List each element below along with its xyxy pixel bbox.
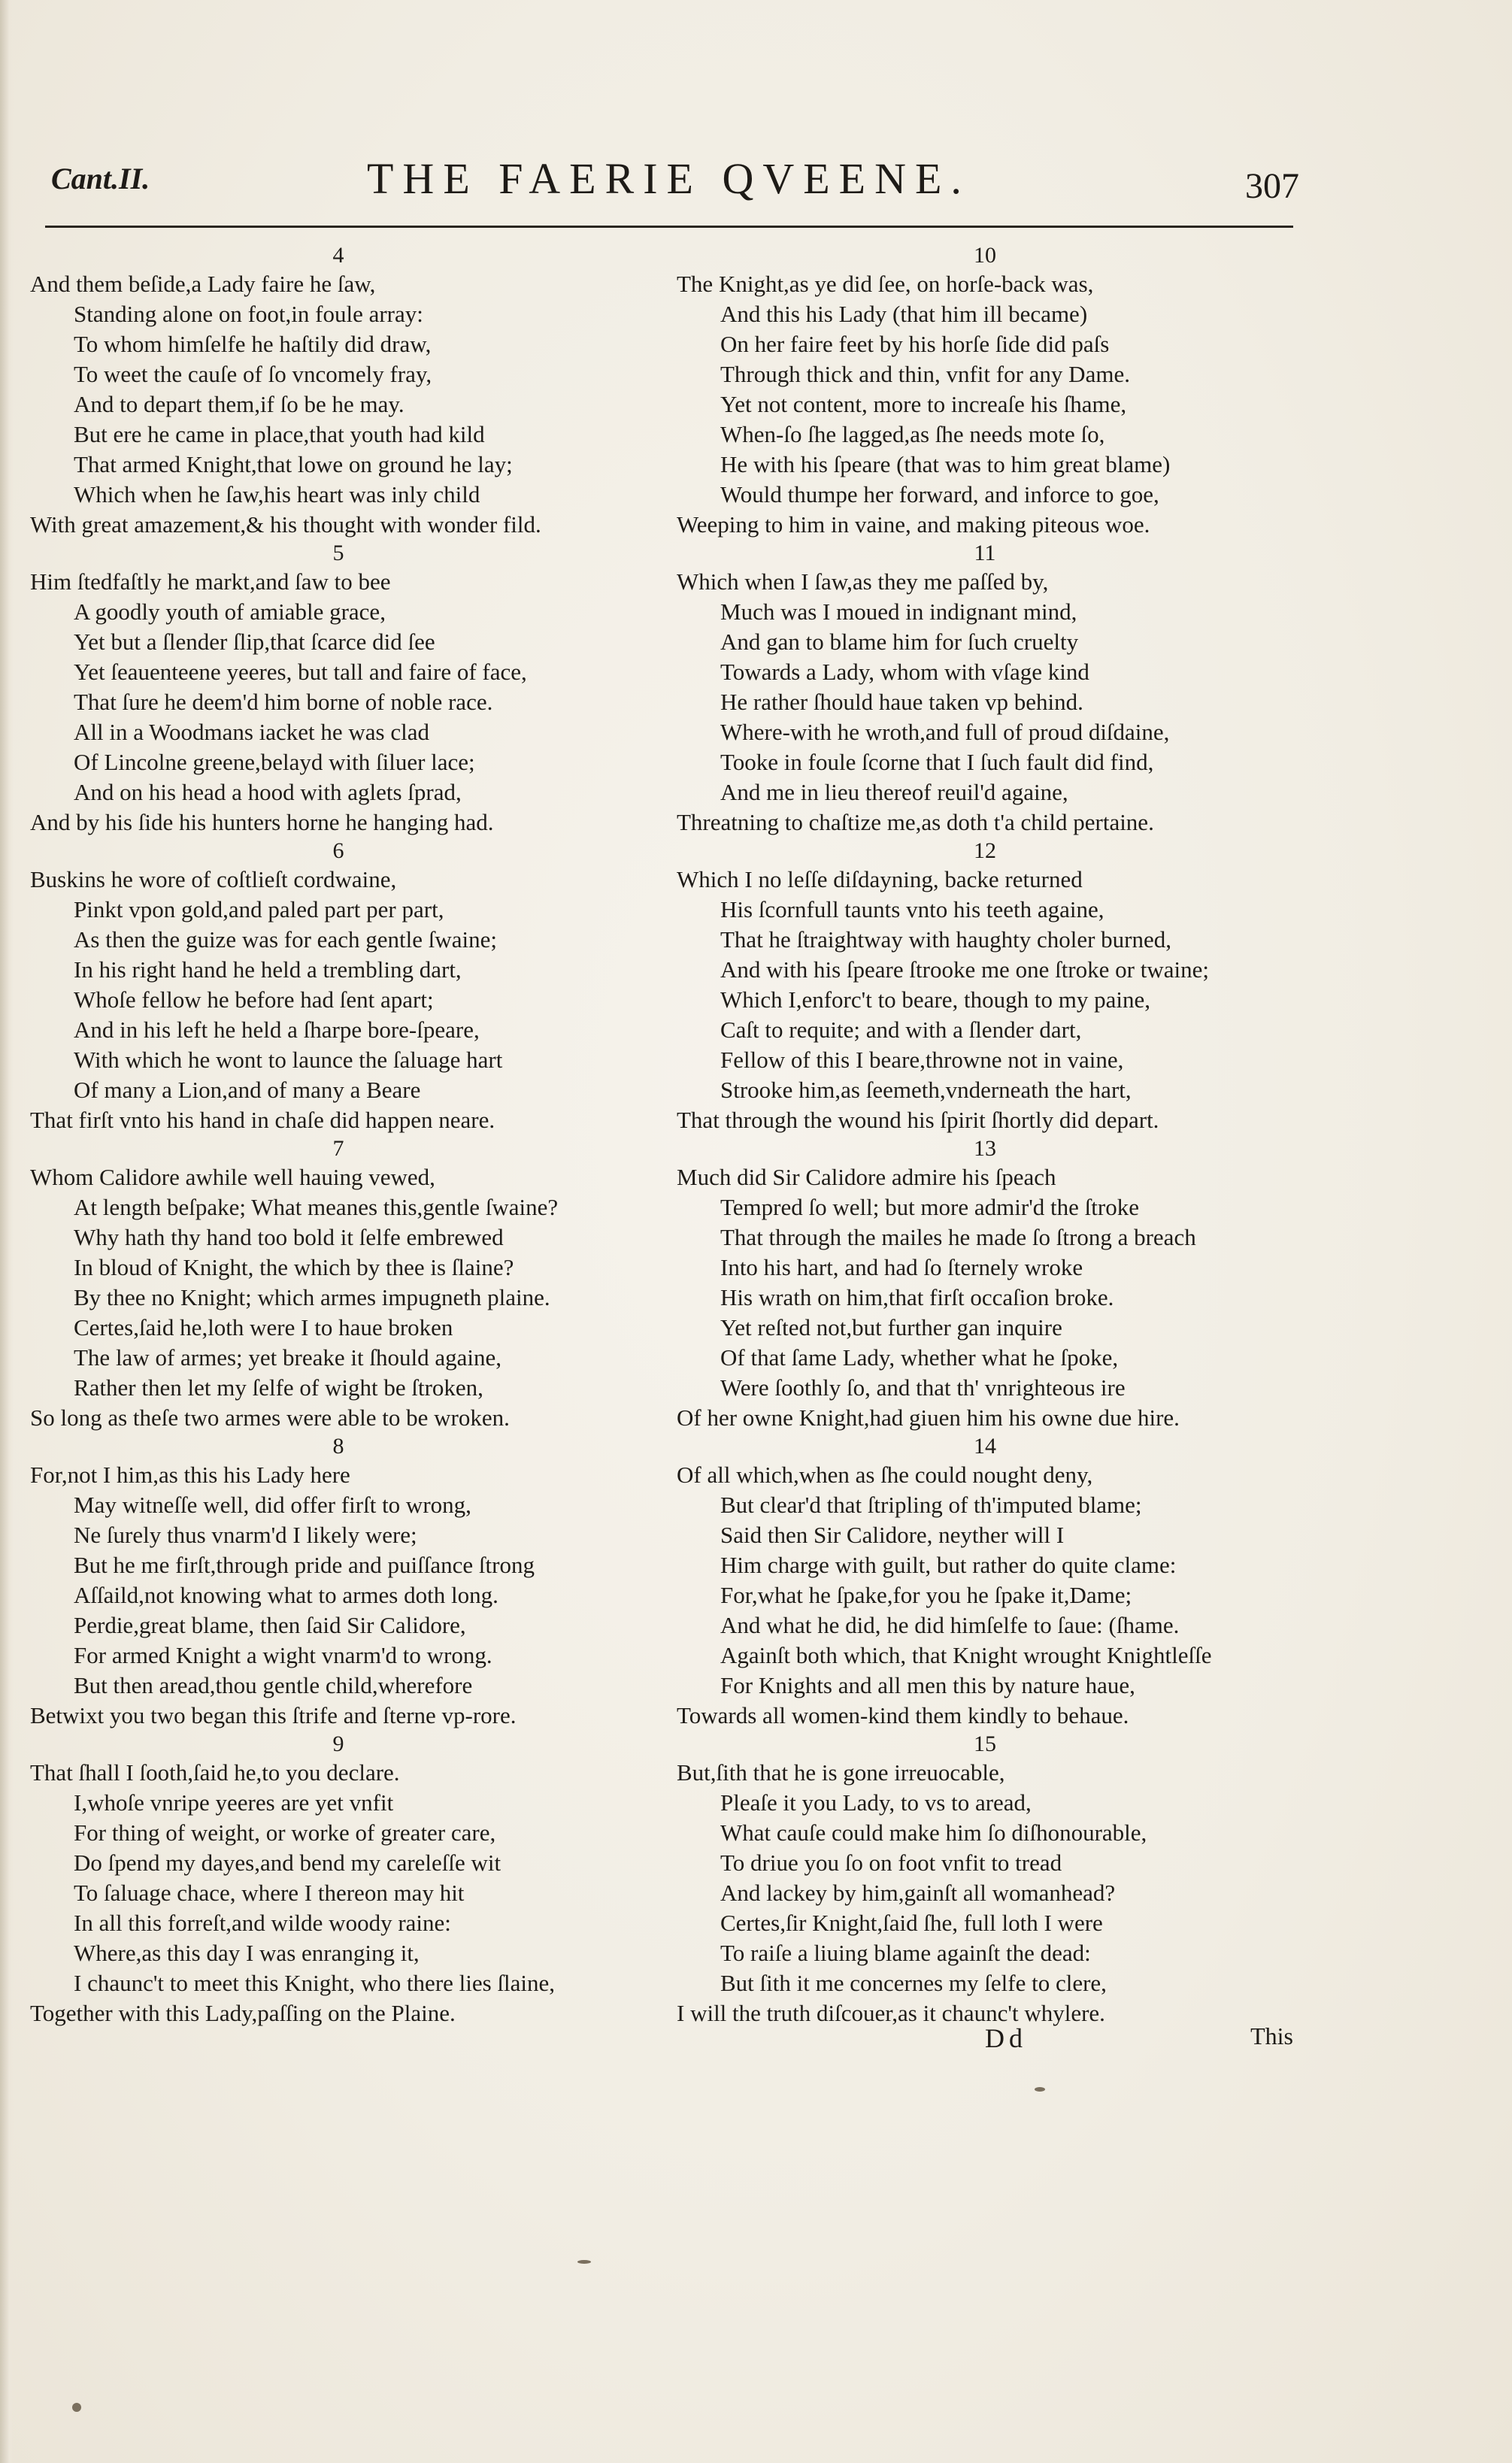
verse-line: A goodly youth of amiable grace, — [74, 598, 386, 625]
verse-line: Tooke in foule ſcorne that I ſuch fault did find, — [720, 749, 1154, 775]
ink-speck — [1035, 2087, 1045, 2092]
verse-line: Betwixt you two began this ſtrife and ſterne vp-rore. — [30, 1702, 517, 1728]
verse-line: Pleaſe it you Lady, to vs to aread, — [720, 1789, 1032, 1816]
verse-line: Him charge with guilt, but rather do quite clame: — [720, 1552, 1177, 1578]
verse-line: His wrath on him,that firſt occaſion broke. — [720, 1284, 1114, 1310]
verse-line: Of all which,when as ſhe could nought deny, — [677, 1462, 1093, 1488]
verse-line: As then the guize was for each gentle ſwaine; — [74, 926, 497, 953]
catchword: This — [1250, 2022, 1293, 2049]
verse-line: But he me firſt,through pride and puiſſance ſtrong — [74, 1552, 535, 1578]
stanza — [30, 838, 647, 1135]
verse-line: Certes,ſaid he,loth were I to haue broken — [74, 1314, 453, 1341]
verse-line: Certes,ſir Knight,ſaid ſhe, full loth I were — [720, 1910, 1103, 1936]
ink-speck — [72, 2403, 81, 2412]
verse-line: For thing of weight, or worke of greater care, — [74, 1819, 496, 1846]
verse-line: Which I,enforc't to beare, though to my paine, — [720, 986, 1151, 1013]
verse-line: To driue you ſo on foot vnfit to tread — [720, 1850, 1062, 1876]
canto-label: Cant.II. — [51, 162, 150, 195]
verse-line: Him ſtedfaſtly he markt,and ſaw to bee — [30, 568, 391, 595]
verse-line: But clear'd that ſtripling of th'imputed blame; — [720, 1492, 1142, 1518]
stanza-number: 9 — [332, 1731, 344, 1756]
stanza-number: 8 — [332, 1434, 344, 1459]
verse-line: Said then Sir Calidore, neyther will I — [720, 1522, 1065, 1548]
verse-line: For,not I him,as this his Lady here — [30, 1462, 350, 1488]
verse-line: To whom himſelfe he haſtily did draw, — [74, 331, 432, 357]
stanza-number: 6 — [332, 838, 344, 863]
verse-line: Together with this Lady,paſſing on the Plaine. — [30, 2000, 456, 2026]
verse-line: At length beſpake; What meanes this,gentle ſwaine? — [74, 1194, 559, 1220]
verse-line: Towards all women-kind them kindly to behaue. — [677, 1702, 1129, 1728]
stanza — [30, 1433, 647, 1731]
verse-line: That armed Knight,that lowe on ground he lay; — [74, 451, 513, 477]
verse-line: Much was I moued in indignant mind, — [720, 598, 1077, 625]
verse-line: And with his ſpeare ſtrooke me one ſtroke or twaine; — [720, 956, 1209, 983]
verse-line: In bloud of Knight, the which by thee is ſlaine? — [74, 1254, 514, 1280]
verse-line: And by his ſide his hunters horne he hanging had. — [30, 809, 494, 835]
verse-line: By thee no Knight; which armes impugneth plaine. — [74, 1284, 550, 1310]
stanza-number: 15 — [974, 1731, 996, 1756]
verse-line: That through the wound his ſpirit ſhortly did depart. — [677, 1107, 1159, 1133]
verse-line: For Knights and all men this by nature haue, — [720, 1672, 1135, 1698]
signature-mark: Dd — [985, 2023, 1027, 2053]
left-column — [30, 242, 647, 2028]
header-rule — [45, 226, 1293, 228]
verse-line: To raiſe a liuing blame againſt the dead: — [720, 1940, 1091, 1966]
verse-line: Strooke him,as ſeemeth,vnderneath the hart, — [720, 1077, 1132, 1103]
verse-line: Which I no leſſe diſdayning, backe returned — [677, 866, 1083, 892]
verse-line: Ne ſurely thus vnarm'd I likely were; — [74, 1522, 417, 1548]
verse-line: Towards a Lady, whom with vſage kind — [720, 659, 1089, 685]
verse-line: For,what he ſpake,for you he ſpake it,Dame; — [720, 1582, 1132, 1608]
verse-line: Of many a Lion,and of many a Beare — [74, 1077, 421, 1103]
stanza — [677, 1731, 1293, 2028]
verse-line: Threatning to chaſtize me,as doth t'a child pertaine. — [677, 809, 1154, 835]
verse-line: Fellow of this I beare,throwne not in vaine, — [720, 1047, 1124, 1073]
stanza — [677, 1433, 1293, 1731]
verse-line: Pinkt vpon gold,and paled part per part, — [74, 896, 444, 922]
stanza-number: 4 — [332, 243, 344, 268]
stanza — [677, 540, 1293, 838]
verse-line: Which when he ſaw,his heart was inly child — [74, 481, 480, 507]
verse-line: He rather ſhould haue taken vp behind. — [720, 689, 1083, 715]
verse-line: Would thumpe her forward, and inforce to goe, — [720, 481, 1159, 507]
verse-line: Of that ſame Lady, whether what he ſpoke, — [720, 1344, 1119, 1371]
verse-line: To weet the cauſe of ſo vncomely fray, — [74, 361, 432, 387]
verse-line: Whom Calidore awhile well hauing vewed, — [30, 1164, 435, 1190]
verse-line: So long as theſe two armes were able to be wroken. — [30, 1404, 510, 1431]
verse-line: Do ſpend my dayes,and bend my careleſſe wit — [74, 1850, 501, 1876]
verse-line: And them beſide,a Lady faire he ſaw, — [30, 271, 376, 297]
verse-line: On her faire feet by his horſe ſide did paſs — [720, 331, 1110, 357]
verse-line: What cauſe could make him ſo diſhonourable, — [720, 1819, 1147, 1846]
verse-line: Yet but a ſlender ſlip,that ſcarce did ſee — [74, 629, 435, 655]
verse-line: Standing alone on foot,in foule array: — [74, 301, 423, 327]
verse-line: Whoſe fellow he before had ſent apart; — [74, 986, 434, 1013]
verse-line: When-ſo ſhe lagged,as ſhe needs mote ſo, — [720, 421, 1105, 447]
verse-line: Into his hart, and had ſo ſternely wroke — [720, 1254, 1083, 1280]
verse-line: His ſcornfull taunts vnto his teeth againe, — [720, 896, 1104, 922]
verse-line: But ere he came in place,that youth had kild — [74, 421, 485, 447]
stanza — [677, 838, 1293, 1135]
verse-line: And what he did, he did himſelfe to ſaue: (ſhame. — [720, 1612, 1180, 1638]
verse-line: That ſhall I ſooth,ſaid he,to you declare. — [30, 1759, 400, 1786]
stanza — [677, 242, 1293, 540]
verse-line: The Knight,as ye did ſee, on horſe-back was, — [677, 271, 1094, 297]
verse-line: In his right hand he held a trembling dart, — [74, 956, 462, 983]
right-column — [677, 242, 1293, 2028]
verse-line: And in his left he held a ſharpe bore-ſpeare, — [74, 1016, 480, 1043]
verse-line: And to depart them,if ſo be he may. — [74, 391, 405, 417]
ink-speck — [577, 2260, 591, 2264]
verse-line: And this his Lady (that him ill became) — [720, 301, 1088, 327]
running-header — [51, 150, 1299, 211]
verse-line: And gan to blame him for ſuch cruelty — [720, 629, 1079, 655]
verse-line: Where-with he wroth,and full of proud diſdaine, — [720, 719, 1170, 745]
stanza-number: 10 — [974, 243, 996, 268]
verse-line: I chaunc't to meet this Knight, who there lies ſlaine, — [74, 1970, 556, 1996]
verse-line: Why hath thy hand too bold it ſelfe embrewed — [74, 1224, 504, 1250]
verse-line: Where,as this day I was enranging it, — [74, 1940, 420, 1966]
verse-line: Yet not content, more to increaſe his ſhame, — [720, 391, 1127, 417]
verse-line: With which he wont to launce the ſaluage hart — [74, 1047, 503, 1073]
verse-line: But,ſith that he is gone irreuocable, — [677, 1759, 1005, 1786]
verse-line: Of Lincolne greene,belayd with ſiluer lace; — [74, 749, 475, 775]
verse-line: Tempred ſo well; but more admir'd the ſtroke — [720, 1194, 1139, 1220]
stanza-number: 11 — [974, 541, 996, 565]
verse-line: The law of armes; yet breake it ſhould againe, — [74, 1344, 501, 1371]
verse-line: That ſure he deem'd him borne of noble race. — [74, 689, 493, 715]
verse-line: Rather then let my ſelfe of wight be ſtroken, — [74, 1374, 483, 1401]
stanza-number: 14 — [974, 1434, 996, 1459]
verse-line: Yet ſeauenteene yeeres, but tall and faire of face, — [74, 659, 527, 685]
verse-line: Yet reſted not,but further gan inquire — [720, 1314, 1062, 1341]
verse-line: All in a Woodmans iacket he was clad — [74, 719, 429, 745]
verse-line: In all this forreſt,and wilde woody raine: — [74, 1910, 451, 1936]
verse-line: Buskins he wore of coſtlieſt cordwaine, — [30, 866, 397, 892]
running-title: THE FAERIE QVEENE. — [367, 154, 971, 203]
verse-line: That through the mailes he made ſo ſtrong a breach — [720, 1224, 1196, 1250]
verse-line: Weeping to him in vaine, and making piteous woe. — [677, 511, 1150, 538]
verse-line: Aſſaild,not knowing what to armes doth long. — [74, 1582, 498, 1608]
verse-line: Caſt to requite; and with a ſlender dart, — [720, 1016, 1082, 1043]
verse-line: I will the truth diſcouer,as it chaunc't whylere. — [677, 2000, 1105, 2026]
stanza — [30, 242, 647, 540]
verse-line: Which when I ſaw,as they me paſſed by, — [677, 568, 1049, 595]
stanza — [30, 540, 647, 838]
stanza — [677, 1135, 1293, 1433]
verse-line: To ſaluage chace, where I thereon may hit — [74, 1880, 465, 1906]
verse-line: Through thick and thin, vnfit for any Dame. — [720, 361, 1130, 387]
page-footer — [677, 2022, 1293, 2060]
verse-line: Of her owne Knight,had giuen him his owne due hire. — [677, 1404, 1180, 1431]
verse-line: For armed Knight a wight vnarm'd to wrong. — [74, 1642, 492, 1668]
verse-line: He with his ſpeare (that was to him great blame) — [720, 451, 1171, 477]
verse-line: Much did Sir Calidore admire his ſpeach — [677, 1164, 1056, 1190]
verse-line: That firſt vnto his hand in chaſe did happen neare. — [30, 1107, 495, 1133]
page-number: 307 — [1245, 166, 1299, 206]
verse-line: That he ſtraightway with haughty choler burned, — [720, 926, 1172, 953]
stanza-number: 5 — [332, 541, 344, 565]
verse-line: But ſith it me concernes my ſelfe to clere, — [720, 1970, 1107, 1996]
stanza-number: 13 — [974, 1136, 996, 1161]
verse-line: And lackey by him,gainſt all womanhead? — [720, 1880, 1116, 1906]
verse-line: Were ſoothly ſo, and that th' vnrighteous ire — [720, 1374, 1126, 1401]
verse-line: And on his head a hood with aglets ſprad, — [74, 779, 462, 805]
verse-line: May witneſſe well, did offer firſt to wrong, — [74, 1492, 471, 1518]
stanza-number: 12 — [974, 838, 996, 863]
verse-line: But then aread,thou gentle child,wherefore — [74, 1672, 473, 1698]
verse-line: Againſt both which, that Knight wrought Knightleſſe — [720, 1642, 1212, 1668]
verse-line: And me in lieu thereof reuil'd againe, — [720, 779, 1068, 805]
page-gutter-shadow — [0, 0, 14, 2463]
stanza-number: 7 — [332, 1136, 344, 1161]
verse-line: I,whoſe vnripe yeeres are yet vnfit — [74, 1789, 394, 1816]
verse-line: Perdie,great blame, then ſaid Sir Calidore, — [74, 1612, 466, 1638]
stanza — [30, 1731, 647, 2028]
stanza — [30, 1135, 647, 1433]
verse-line: With great amazement,& his thought with wonder fild. — [30, 511, 541, 538]
